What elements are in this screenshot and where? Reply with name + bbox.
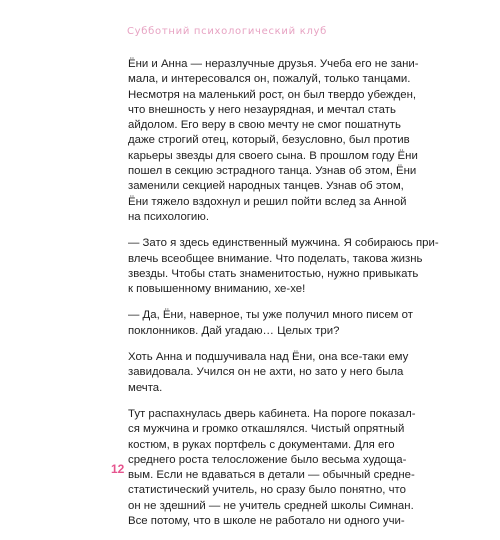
text-line: Ёни и Анна — неразлучные друзья. Учеба его не зани- [128, 58, 419, 70]
paragraph [128, 236, 439, 297]
text-line: звезды. Чтобы стать знаменитостью, нужно привыкать [128, 267, 419, 280]
text-line: завидовала. Учился он не ахти, но зато у него была [128, 366, 404, 379]
text-line: Хоть Анна и подшучивала над Ёни, она все-таки ему [128, 351, 409, 364]
paragraph [128, 407, 416, 529]
text-line: Несмотря на маленький рост, он был твердо убежден, [128, 88, 417, 101]
text-line: среднего роста телосложение было весьма худоща- [128, 453, 407, 466]
text-line: Ёни тяжело вздохнул и решил пойти вслед за Анной [128, 195, 407, 208]
text-line: заменили секцией народных танцев. Узнав об этом, [128, 180, 404, 193]
text-line: даже строгий отец, который, безусловно, был против [128, 134, 410, 147]
text-line: мала, и интересовался он, пожалуй, только танцами. [128, 73, 411, 86]
text-line: он не здешний — не учитель средней школы Симнан. [128, 499, 414, 512]
text-line: Тут распахнулась дверь кабинета. На пороге показал- [128, 407, 416, 420]
text-line: айдолом. Его веру в свою мечту не смог пошатнуть [128, 119, 401, 132]
paragraph [128, 350, 409, 396]
text-line: вым. Если не вдаваться в детали — обычный средне- [128, 469, 415, 482]
text-line: Все потому, что в школе не работало ни одного учи- [128, 515, 405, 528]
text-line: — Зато я здесь единственный мужчина. Я собираюсь при- [128, 237, 439, 250]
text-line: влечь всеобщее внимание. Что поделать, такова жизнь [128, 252, 423, 265]
paragraph [128, 308, 413, 339]
text-line: — Да, Ёни, наверное, ты уже получил много писем от [128, 309, 413, 322]
text-line: что внешность у него незаурядная, и мечтал стать [128, 103, 396, 116]
text-line: поклонников. Дай угадаю… Целых три? [128, 324, 340, 337]
text-line: костюм, в руках портфель с документами. Для его [128, 438, 395, 451]
page-number: 12 [111, 462, 125, 476]
running-header: Субботний психологический клуб [127, 26, 328, 37]
text-line: карьеры звезды для своего сына. В прошлом году Ёни [128, 149, 418, 162]
paragraph [128, 57, 419, 225]
text-line: мечта. [128, 381, 163, 394]
text-line: на психологию. [128, 210, 210, 223]
text-line: к повышенному вниманию, хе-хе! [128, 283, 306, 296]
text-line: ся мужчина и громко откашлялся. Чистый опрятный [128, 423, 405, 436]
text-line: пошел в секцию эстрадного танца. Узнав об этом, Ёни [128, 165, 417, 178]
body-text [128, 57, 439, 540]
text-line: статистический учитель, но сразу было понятно, что [128, 484, 406, 497]
